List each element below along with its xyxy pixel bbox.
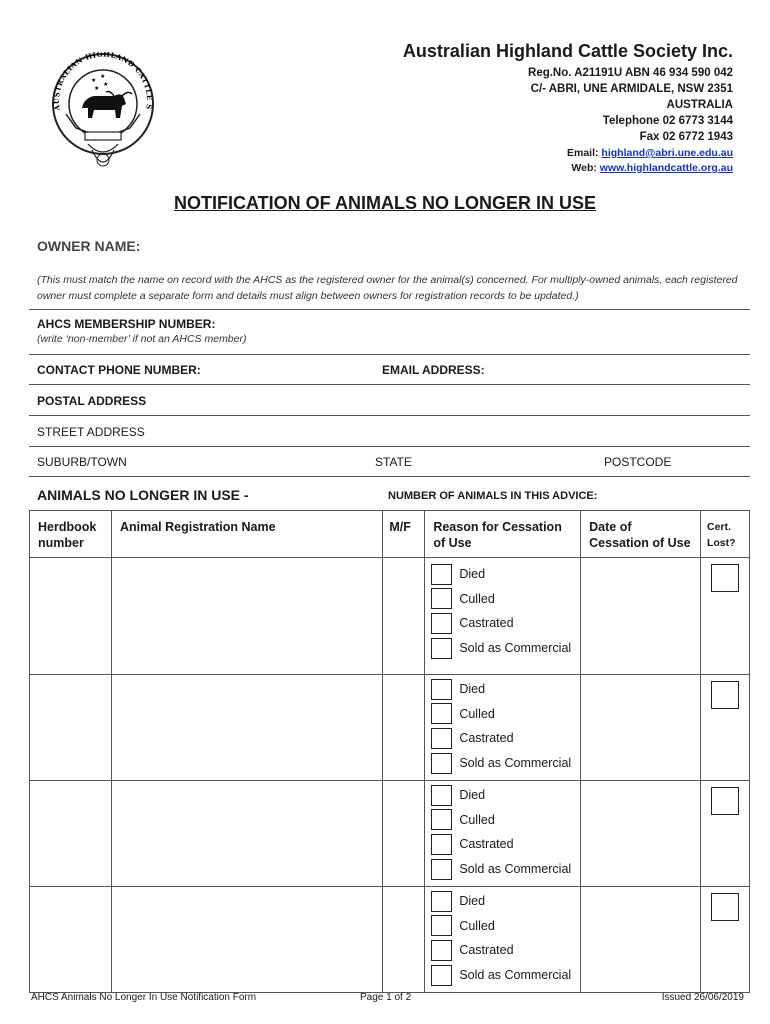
owner-note: (This must match the name on record with the AHCS as the registered owner for the animal(s) concerned. For multiply-owned animals, each registered owner must complete a separate form and details must align between owners for registration records to be updated.): [37, 274, 738, 302]
divider: [29, 354, 750, 355]
sex-cell[interactable]: [383, 675, 425, 781]
option-label: Died: [459, 682, 486, 697]
castrated-checkbox[interactable]: [431, 613, 452, 634]
form-title: NOTIFICATION OF ANIMALS NO LONGER IN USE: [174, 193, 596, 213]
membership-label: AHCS MEMBERSHIP NUMBER:: [37, 317, 216, 331]
divider: [29, 309, 750, 310]
membership-note: (write ‘non-member’ if not an AHCS member): [37, 333, 247, 345]
state-label: STATE: [375, 455, 412, 469]
org-web-link[interactable]: www.highlandcattle.org.au: [599, 162, 733, 174]
table-header-row: [30, 511, 750, 558]
suburb-town-label: SUBURB/TOWN: [37, 455, 127, 469]
registration-name-cell[interactable]: [111, 675, 382, 781]
died-checkbox[interactable]: [431, 785, 452, 806]
svg-text:★: ★: [94, 85, 100, 92]
cert-lost-cell: [700, 675, 749, 781]
postal-address-label: POSTAL ADDRESS: [37, 394, 147, 408]
postcode-label: POSTCODE: [604, 455, 672, 469]
footer-form-name: AHCS Animals No Longer In Use Notification Form: [31, 992, 257, 1003]
svg-text:★: ★: [100, 73, 106, 80]
table-row: [30, 887, 750, 993]
cert-lost-cell: [700, 887, 749, 993]
registration-name-cell[interactable]: [111, 558, 382, 675]
herdbook-cell[interactable]: [30, 558, 112, 675]
org-web-line: [571, 160, 733, 176]
died-checkbox[interactable]: [431, 679, 452, 700]
culled-checkbox[interactable]: [431, 703, 452, 724]
org-country: AUSTRALIA: [666, 99, 733, 111]
col-mf-header: M/F: [383, 511, 425, 558]
reason-cell: [425, 887, 581, 993]
svg-text:★: ★: [91, 77, 97, 84]
herdbook-cell[interactable]: [30, 781, 112, 887]
option-label: Culled: [459, 812, 495, 827]
org-web-label: Web:: [571, 162, 600, 174]
reason-cell: [425, 558, 581, 675]
divider: [29, 476, 750, 477]
castrated-checkbox[interactable]: [431, 834, 452, 855]
divider: [29, 384, 750, 385]
cert-lost-checkbox[interactable]: [711, 681, 739, 709]
cert-lost-checkbox[interactable]: [711, 893, 739, 921]
registration-name-cell[interactable]: [111, 781, 382, 887]
option-label: Sold as Commercial: [459, 641, 572, 656]
org-registration: Reg.No. A21191U ABN 46 934 590 042: [528, 67, 733, 79]
cessation-date-cell[interactable]: [581, 781, 701, 887]
cessation-date-cell[interactable]: [581, 887, 701, 993]
culled-checkbox[interactable]: [431, 588, 452, 609]
option-label: Castrated: [459, 616, 514, 631]
option-label: Culled: [459, 918, 495, 933]
society-logo: [48, 52, 160, 176]
cert-lost-checkbox[interactable]: [711, 564, 739, 592]
castrated-checkbox[interactable]: [431, 940, 452, 961]
sold-commercial-checkbox[interactable]: [431, 638, 452, 659]
option-label: Castrated: [459, 943, 514, 958]
table-row: [30, 558, 750, 675]
cert-lost-cell: [700, 781, 749, 887]
owner-name-label: OWNER NAME:: [37, 238, 141, 254]
contact-phone-label: CONTACT PHONE NUMBER:: [37, 363, 201, 377]
option-label: Culled: [459, 706, 495, 721]
svg-text:★: ★: [103, 81, 109, 88]
option-label: Culled: [459, 591, 495, 606]
sex-cell[interactable]: [383, 781, 425, 887]
cessation-date-cell[interactable]: [581, 675, 701, 781]
org-name: Australian Highland Cattle Society Inc.: [402, 41, 733, 61]
table-row: [30, 675, 750, 781]
col-herdbook-header: Herdbook number: [30, 511, 112, 558]
option-label: Castrated: [459, 731, 514, 746]
option-label: Sold as Commercial: [459, 756, 572, 771]
email-address-label: EMAIL ADDRESS:: [382, 363, 485, 377]
sold-commercial-checkbox[interactable]: [431, 859, 452, 880]
sold-commercial-checkbox[interactable]: [431, 965, 452, 986]
culled-checkbox[interactable]: [431, 809, 452, 830]
col-reason-header: Reason for Cessation of Use: [425, 511, 581, 558]
herdbook-cell[interactable]: [30, 675, 112, 781]
org-email-label: Email:: [566, 147, 602, 159]
logo-ring-text: AUSTRALIAN HIGHLAND CATTLE S: [51, 52, 155, 112]
herdbook-cell[interactable]: [30, 887, 112, 993]
footer-issue-date: Issued 26/06/2019: [661, 992, 744, 1003]
sold-commercial-checkbox[interactable]: [431, 753, 452, 774]
cert-lost-cell: [700, 558, 749, 675]
died-checkbox[interactable]: [431, 891, 452, 912]
option-label: Died: [459, 567, 486, 582]
reason-cell: [425, 675, 581, 781]
cessation-date-cell[interactable]: [581, 558, 701, 675]
animals-heading: ANIMALS NO LONGER IN USE -: [37, 487, 249, 503]
org-telephone: Telephone 02 6773 3144: [602, 115, 733, 127]
col-date-header: Date of Cessation of Use: [581, 511, 701, 558]
animals-table: [29, 510, 750, 993]
option-label: Died: [459, 894, 486, 909]
table-row: [30, 781, 750, 887]
option-label: Died: [459, 788, 486, 803]
divider: [29, 446, 750, 447]
option-label: Sold as Commercial: [459, 968, 572, 983]
culled-checkbox[interactable]: [431, 915, 452, 936]
reason-cell: [425, 781, 581, 887]
died-checkbox[interactable]: [431, 564, 452, 585]
divider: [29, 415, 750, 416]
castrated-checkbox[interactable]: [431, 728, 452, 749]
org-email-line: [567, 145, 733, 161]
org-email-link[interactable]: highland@abri.une.edu.au: [601, 147, 733, 159]
org-address: C/- ABRI, UNE ARMIDALE, NSW 2351: [530, 83, 733, 95]
option-label: Castrated: [459, 837, 514, 852]
street-address-label: STREET ADDRESS: [37, 425, 145, 439]
org-fax: Fax 02 6772 1943: [639, 131, 733, 143]
animal-count-label: NUMBER OF ANIMALS IN THIS ADVICE:: [388, 490, 598, 502]
cert-lost-checkbox[interactable]: [711, 787, 739, 815]
col-name-header: Animal Registration Name: [111, 511, 382, 558]
sex-cell[interactable]: [383, 887, 425, 993]
col-cert-header: Cert. Lost?: [700, 511, 749, 558]
option-label: Sold as Commercial: [459, 862, 572, 877]
registration-name-cell[interactable]: [111, 887, 382, 993]
footer-page-number: Page 1 of 2: [360, 992, 412, 1003]
sex-cell[interactable]: [383, 558, 425, 675]
